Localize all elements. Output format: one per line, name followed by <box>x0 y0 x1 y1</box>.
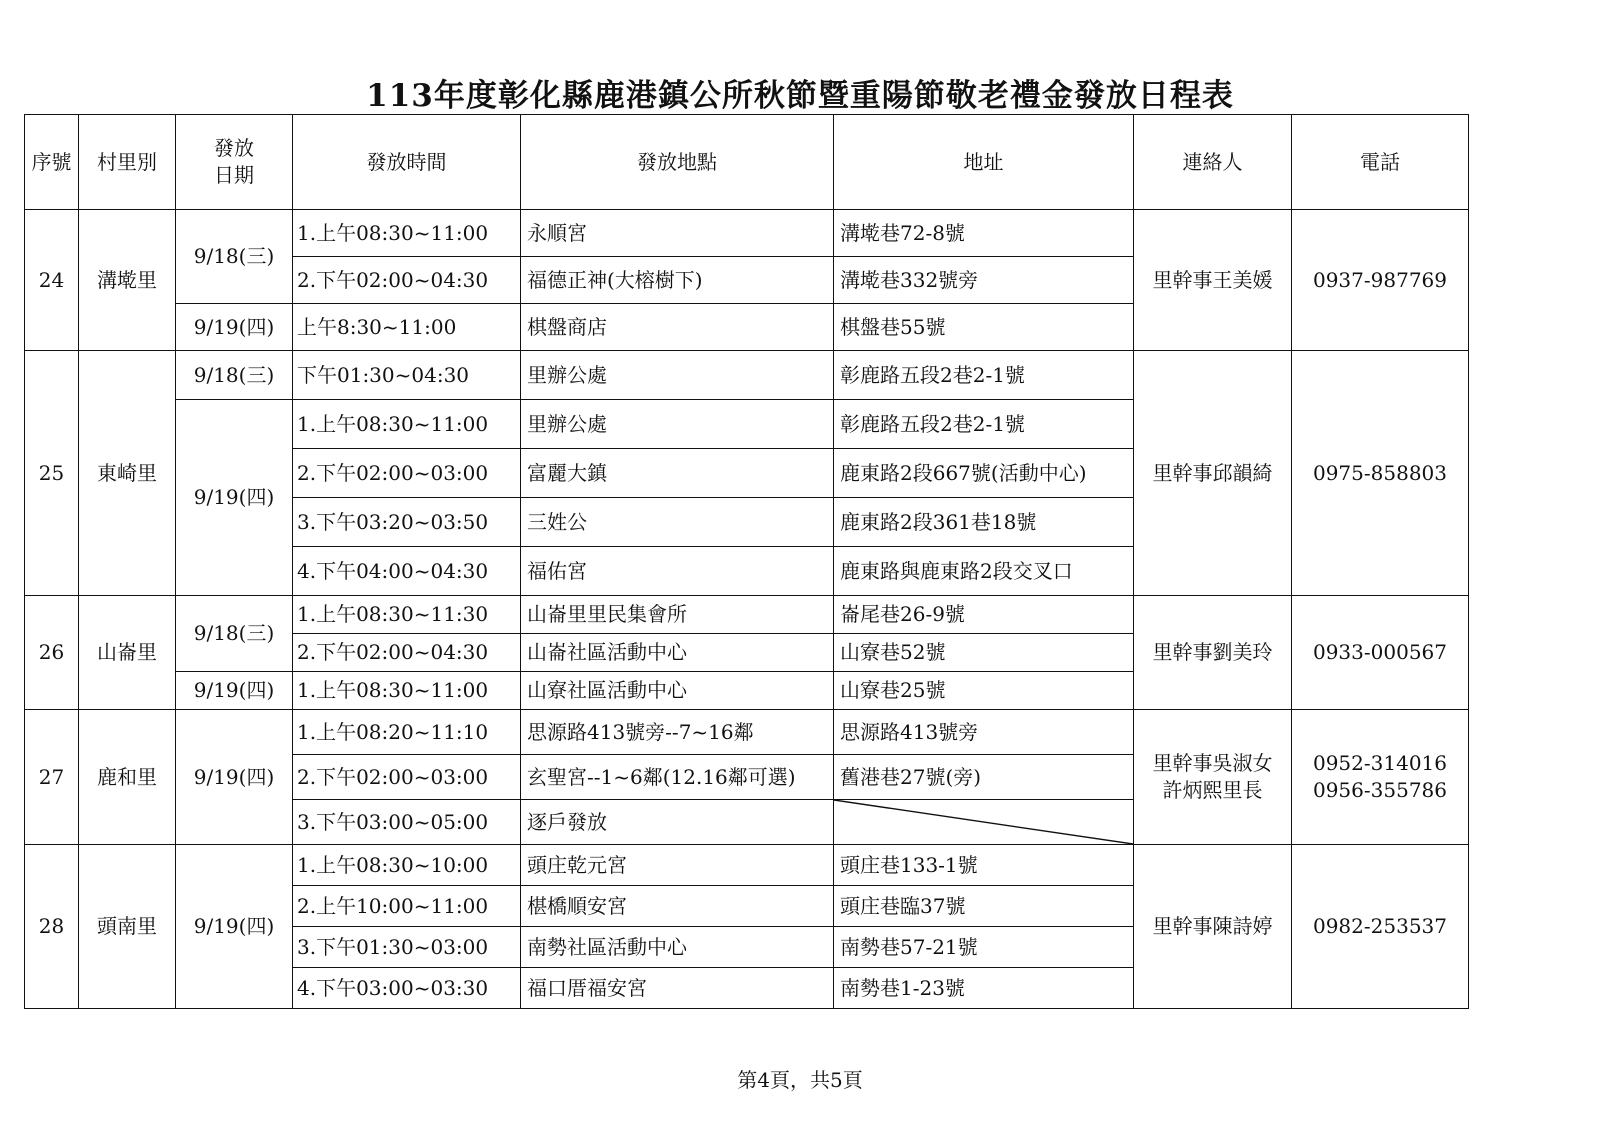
phone-cell: 0975-858803 <box>1292 351 1469 596</box>
date-cell: 9/18(三) <box>176 210 293 304</box>
address-cell: 彰鹿路五段2巷2-1號 <box>834 400 1134 449</box>
date-cell: 9/19(四) <box>176 400 293 596</box>
time-cell: 2.下午02:00~04:30 <box>293 257 521 304</box>
address-cell: 鹿東路2段361巷18號 <box>834 498 1134 547</box>
phone-cell: 0937-987769 <box>1292 210 1469 351</box>
village-cell: 鹿和里 <box>79 710 176 845</box>
time-cell: 2.下午02:00~03:00 <box>293 449 521 498</box>
address-cell: 鹿東路與鹿東路2段交叉口 <box>834 547 1134 596</box>
time-cell: 3.下午03:00~05:00 <box>293 800 521 845</box>
time-cell: 1.上午08:30~11:00 <box>293 210 521 257</box>
time-cell: 下午01:30~04:30 <box>293 351 521 400</box>
time-cell: 3.下午01:30~03:00 <box>293 927 521 968</box>
address-cell: 南勢巷57-21號 <box>834 927 1134 968</box>
time-cell: 1.上午08:30~10:00 <box>293 845 521 886</box>
phone-line: 0952-314016 <box>1312 751 1447 775</box>
village-cell: 東崎里 <box>79 351 176 596</box>
place-cell: 三姓公 <box>521 498 834 547</box>
time-cell: 4.下午04:00~04:30 <box>293 547 521 596</box>
place-cell: 逐戶發放 <box>521 800 834 845</box>
place-cell: 山崙里里民集會所 <box>521 596 834 634</box>
page-title: 113年度彰化縣鹿港鎮公所秋節暨重陽節敬老禮金發放日程表 <box>366 78 1234 114</box>
place-cell: 富麗大鎮 <box>521 449 834 498</box>
seq-cell: 27 <box>25 710 79 845</box>
header-address: 地址 <box>834 115 1134 210</box>
table-row <box>25 351 1469 400</box>
address-cell: 棋盤巷55號 <box>834 304 1134 351</box>
place-cell: 永順宮 <box>521 210 834 257</box>
address-cell: 溝墘巷332號旁 <box>834 257 1134 304</box>
village-cell: 溝墘里 <box>79 210 176 351</box>
address-cell: 思源路413號旁 <box>834 710 1134 755</box>
place-cell: 南勢社區活動中心 <box>521 927 834 968</box>
contact-line: 里幹事吳淑女 <box>1152 751 1273 775</box>
table-row <box>25 710 1469 755</box>
date-cell: 9/19(四) <box>176 304 293 351</box>
contact-cell: 里幹事陳詩婷 <box>1134 845 1292 1009</box>
place-cell: 福德正神(大榕樹下) <box>521 257 834 304</box>
address-cell: 舊港巷27號(旁) <box>834 755 1134 800</box>
village-cell: 頭南里 <box>79 845 176 1009</box>
contact-cell: 里幹事邱韻綺 <box>1134 351 1292 596</box>
seq-cell: 26 <box>25 596 79 710</box>
empty-address-diagonal <box>834 800 1134 845</box>
table-row <box>25 596 1469 634</box>
address-cell: 頭庄巷133-1號 <box>834 845 1134 886</box>
time-cell: 2.下午02:00~04:30 <box>293 634 521 672</box>
contact-line: 許炳熙里長 <box>1162 778 1263 802</box>
village-cell: 山崙里 <box>79 596 176 710</box>
date-cell: 9/18(三) <box>176 596 293 672</box>
schedule-table <box>24 114 1469 1009</box>
seq-cell: 28 <box>25 845 79 1009</box>
place-cell: 里辦公處 <box>521 400 834 449</box>
place-cell: 山崙社區活動中心 <box>521 634 834 672</box>
date-cell: 9/19(四) <box>176 672 293 710</box>
header-village: 村里別 <box>79 115 176 210</box>
phone-line: 0956-355786 <box>1312 778 1447 802</box>
place-cell: 山寮社區活動中心 <box>521 672 834 710</box>
time-cell: 1.上午08:30~11:30 <box>293 596 521 634</box>
time-cell: 1.上午08:30~11:00 <box>293 400 521 449</box>
phone-cell <box>1292 710 1469 845</box>
place-cell: 思源路413號旁--7~16鄰 <box>521 710 834 755</box>
place-cell: 福佑宮 <box>521 547 834 596</box>
header-time: 發放時間 <box>293 115 521 210</box>
header-row <box>25 115 1469 210</box>
place-cell: 頭庄乾元宮 <box>521 845 834 886</box>
place-cell: 玄聖宮--1~6鄰(12.16鄰可選) <box>521 755 834 800</box>
address-cell: 南勢巷1-23號 <box>834 968 1134 1009</box>
header-date: 發放 日期 <box>176 115 293 210</box>
phone-cell: 0933-000567 <box>1292 596 1469 710</box>
address-cell: 頭庄巷臨37號 <box>834 886 1134 927</box>
header-seq: 序號 <box>25 115 79 210</box>
time-cell: 上午8:30~11:00 <box>293 304 521 351</box>
time-cell: 2.下午02:00~03:00 <box>293 755 521 800</box>
header-contact: 連絡人 <box>1134 115 1292 210</box>
phone-cell: 0982-253537 <box>1292 845 1469 1009</box>
address-cell: 山寮巷52號 <box>834 634 1134 672</box>
header-phone: 電話 <box>1292 115 1469 210</box>
date-cell: 9/19(四) <box>176 845 293 1009</box>
place-cell: 福口厝福安宮 <box>521 968 834 1009</box>
address-cell: 山寮巷25號 <box>834 672 1134 710</box>
place-cell: 椹橋順安宮 <box>521 886 834 927</box>
time-cell: 2.上午10:00~11:00 <box>293 886 521 927</box>
header-place: 發放地點 <box>521 115 834 210</box>
table-row <box>25 210 1469 257</box>
time-cell: 3.下午03:20~03:50 <box>293 498 521 547</box>
date-cell: 9/18(三) <box>176 351 293 400</box>
time-cell: 1.上午08:20~11:10 <box>293 710 521 755</box>
address-cell: 溝墘巷72-8號 <box>834 210 1134 257</box>
address-cell: 崙尾巷26-9號 <box>834 596 1134 634</box>
time-cell: 1.上午08:30~11:00 <box>293 672 521 710</box>
contact-cell <box>1134 710 1292 845</box>
seq-cell: 25 <box>25 351 79 596</box>
diagonal-line <box>834 800 1133 844</box>
time-cell: 4.下午03:00~03:30 <box>293 968 521 1009</box>
table-row <box>25 845 1469 886</box>
page-number: 第4頁，共5頁 <box>737 1068 863 1092</box>
seq-cell: 24 <box>25 210 79 351</box>
place-cell: 里辦公處 <box>521 351 834 400</box>
contact-cell: 里幹事王美媛 <box>1134 210 1292 351</box>
place-cell: 棋盤商店 <box>521 304 834 351</box>
contact-cell: 里幹事劉美玲 <box>1134 596 1292 710</box>
address-cell: 鹿東路2段667號(活動中心) <box>834 449 1134 498</box>
date-cell: 9/19(四) <box>176 710 293 845</box>
address-cell: 彰鹿路五段2巷2-1號 <box>834 351 1134 400</box>
